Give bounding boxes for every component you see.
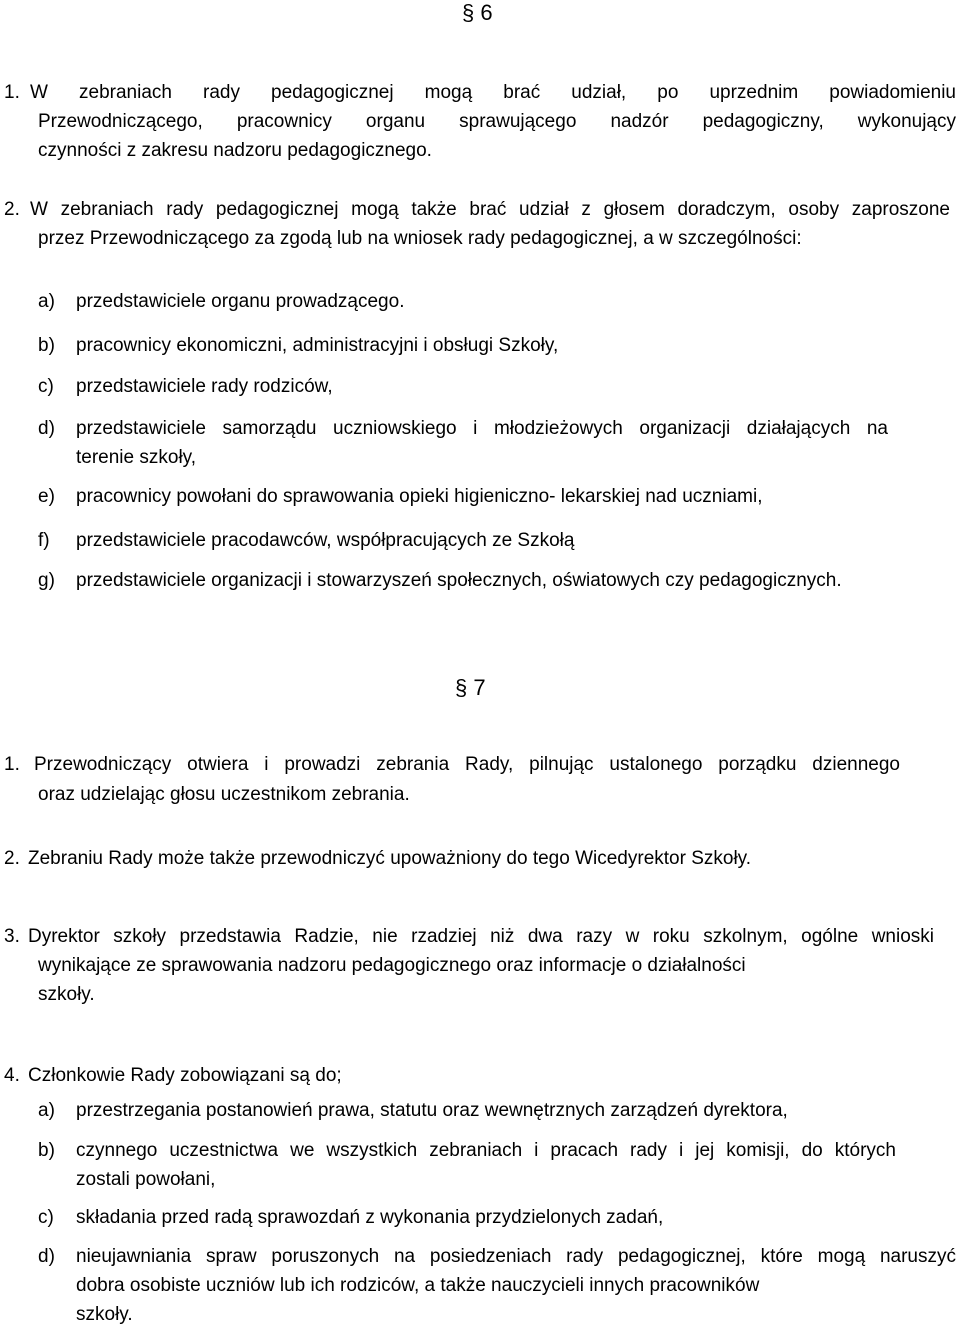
list-item-label: c) bbox=[38, 376, 54, 397]
list-item-text: nieujawniania spraw poruszonych na posiedzeniach rady pedagogicznej, które mogą naruszyć bbox=[76, 1246, 956, 1267]
section-7-point-1-line-1: Przewodniczący otwiera i prowadzi zebrania Rady, pilnując ustalonego porządku dziennego bbox=[34, 754, 900, 775]
section-7-heading: § 7 bbox=[455, 675, 486, 700]
section-6-point-2-line-2: przez Przewodniczącego za zgodą lub na wniosek rady pedagogicznej, a w szczególności: bbox=[38, 228, 802, 249]
list-item-text: przedstawiciele samorządu uczniowskiego i młodzieżowych organizacji działających na bbox=[76, 418, 888, 439]
list-item-label: b) bbox=[38, 1140, 55, 1161]
section-6-heading: § 6 bbox=[462, 0, 493, 25]
section-7-point-1-line-2: oraz udzielając głosu uczestnikom zebrania. bbox=[38, 784, 410, 805]
section-7-point-4-line-1: Członkowie Rady zobowiązani są do; bbox=[28, 1065, 342, 1086]
list-item-text: przedstawiciele organizacji i stowarzyszeń społecznych, oświatowych czy pedagogicznych. bbox=[76, 570, 842, 591]
list-item-label: d) bbox=[38, 1246, 55, 1267]
list-item-text: składania przed radą sprawozdań z wykonania przydzielonych zadań, bbox=[76, 1207, 664, 1228]
section-7-point-4-number: 4. bbox=[4, 1065, 20, 1086]
list-item-label: b) bbox=[38, 335, 55, 356]
section-7-point-2-line-1: Zebraniu Rady może także przewodniczyć upoważniony do tego Wicedyrektor Szkoły. bbox=[28, 848, 752, 869]
list-item-text: przedstawiciele rady rodziców, bbox=[76, 376, 333, 397]
section-6-point-1-line-3: czynności z zakresu nadzoru pedagogicznego. bbox=[38, 140, 432, 161]
list-item-label: a) bbox=[38, 1100, 55, 1121]
list-item-label: g) bbox=[38, 570, 55, 591]
section-7-point-3-line-3: szkoły. bbox=[38, 984, 95, 1005]
section-7-point-1-number: 1. bbox=[4, 754, 20, 775]
list-item-label: a) bbox=[38, 291, 55, 312]
list-item-text-continued: zostali powołani, bbox=[76, 1169, 216, 1190]
list-item-text-continued: szkoły. bbox=[76, 1304, 133, 1325]
list-item-text-continued: terenie szkoły, bbox=[76, 447, 197, 468]
list-item-label: e) bbox=[38, 486, 55, 507]
list-item-text: przestrzegania postanowień prawa, statutu oraz wewnętrznych zarządzeń dyrektora, bbox=[76, 1100, 788, 1121]
list-item-text: przedstawiciele organu prowadzącego. bbox=[76, 291, 405, 312]
list-item-text: pracownicy ekonomiczni, administracyjni i obsługi Szkoły, bbox=[76, 335, 559, 356]
list-item-label: f) bbox=[38, 530, 50, 551]
section-7-point-3-line-1: Dyrektor szkoły przedstawia Radzie, nie rzadziej niż dwa razy w roku szkolnym, ogólne wnioski bbox=[28, 926, 934, 947]
section-6-point-1-line-2: Przewodniczącego, pracownicy organu sprawującego nadzór pedagogiczny, wykonujący bbox=[38, 111, 956, 132]
list-item-label: d) bbox=[38, 418, 55, 439]
section-6-point-2-line-1: W zebraniach rady pedagogicznej mogą także brać udział z głosem doradczym, osoby zaproszone bbox=[30, 199, 950, 220]
section-6-point-1-number: 1. bbox=[4, 82, 20, 103]
section-6-point-2-number: 2. bbox=[4, 199, 20, 220]
section-7-point-3-line-2: wynikające ze sprawowania nadzoru pedagogicznego oraz informacje o działalności bbox=[38, 955, 746, 976]
list-item-text: czynnego uczestnictwa we wszystkich zebraniach i pracach rady i jej komisji, do których bbox=[76, 1140, 896, 1161]
list-item-text: przedstawiciele pracodawców, współpracujących ze Szkołą bbox=[76, 530, 575, 551]
section-7-point-3-number: 3. bbox=[4, 926, 20, 947]
list-item-label: c) bbox=[38, 1207, 54, 1228]
section-6-point-1-line-1: W zebraniach rady pedagogicznej mogą brać udział, po uprzednim powiadomieniu bbox=[30, 82, 956, 103]
list-item-text-continued: dobra osobiste uczniów lub ich rodziców, a także nauczycieli innych pracowników bbox=[76, 1275, 760, 1296]
list-item-text: pracownicy powołani do sprawowania opieki higieniczno- lekarskiej nad uczniami, bbox=[76, 486, 763, 507]
section-7-point-2-number: 2. bbox=[4, 848, 20, 869]
